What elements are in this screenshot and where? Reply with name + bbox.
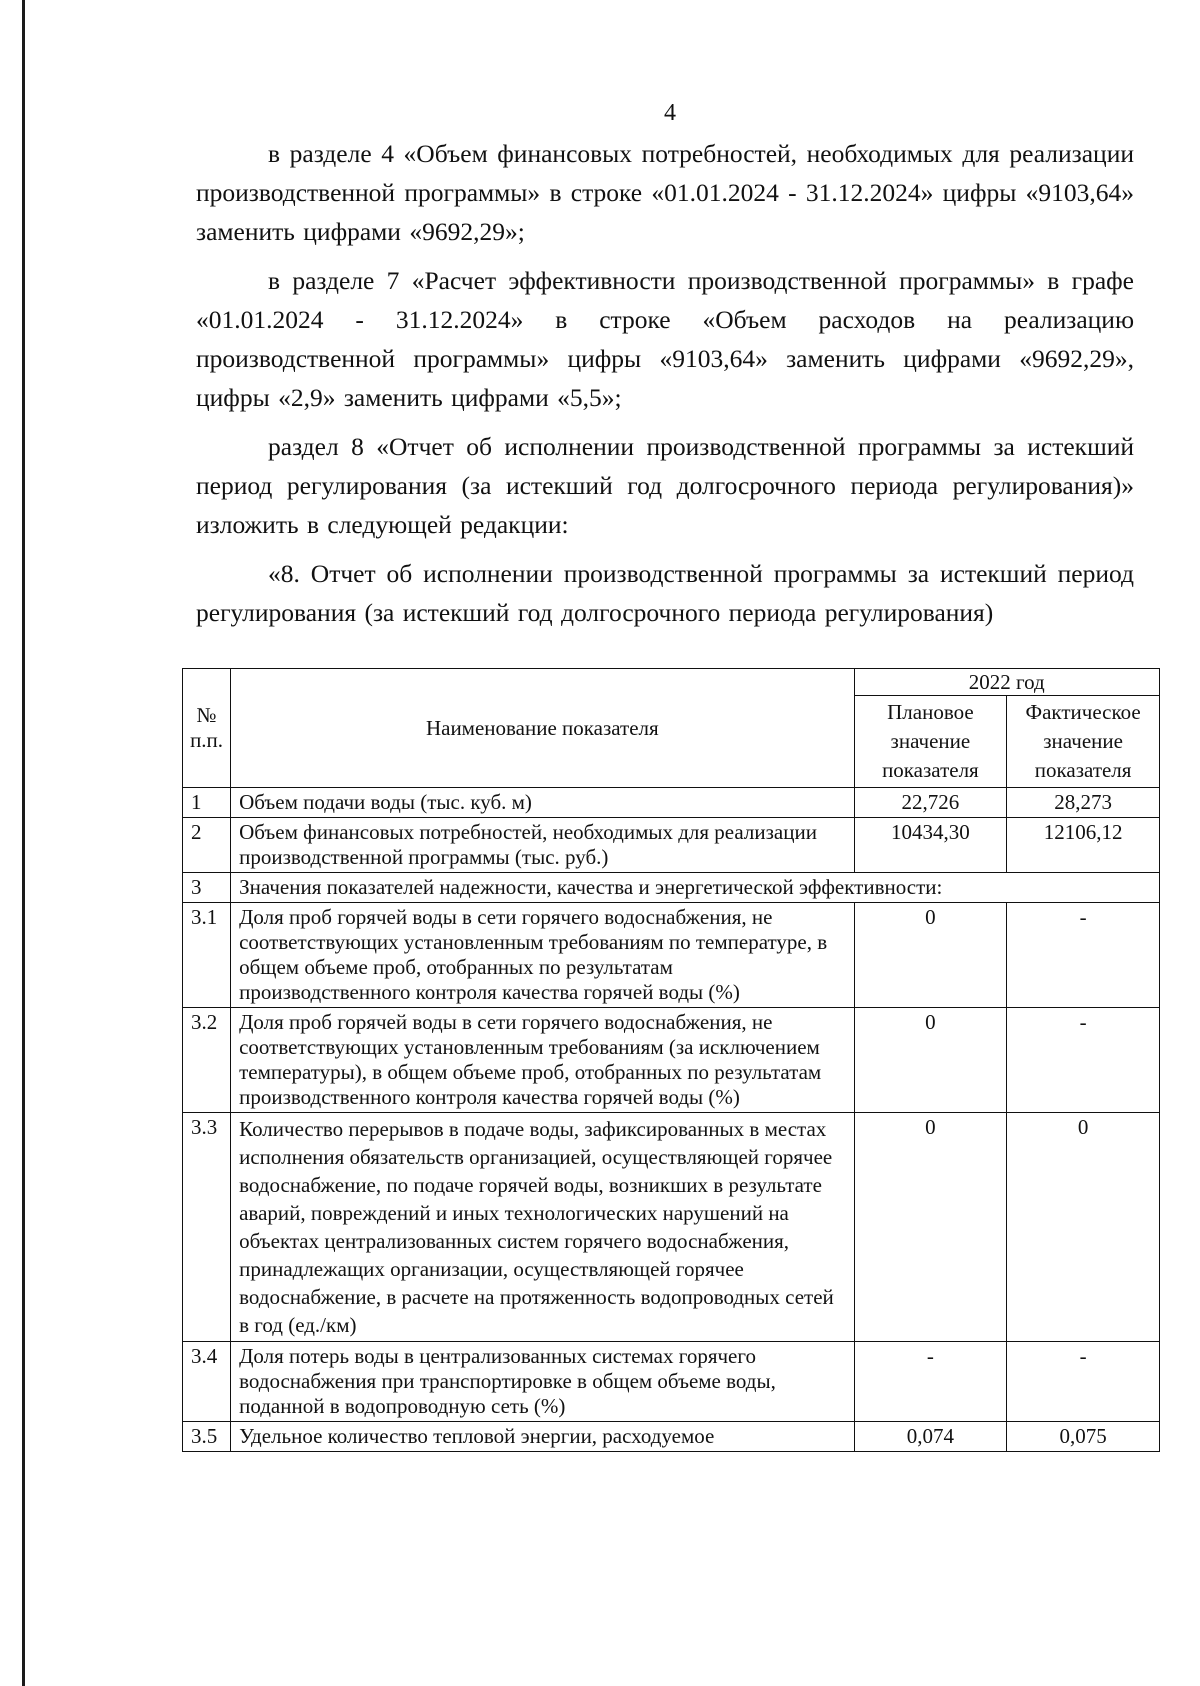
row-num: 3.3: [183, 1113, 231, 1342]
header-num: № п.п.: [183, 669, 231, 788]
paragraph-section-8-title: «8. Отчет об исполнении производственной программы за истекший период регулирования (за истекший год долгосрочного периода регулирования): [196, 559, 1134, 627]
table-row: [183, 788, 1160, 818]
row-plan-value: 0,074: [854, 1422, 1007, 1452]
row-fact-value: 28,273: [1007, 788, 1160, 818]
paragraph-section-4: в разделе 4 «Объем финансовых потребностей, необходимых для реализации производственной программы» в строке «01.01.2024 - 31.12.2024» цифры «9103,64» заменить цифрами «9692,29»;: [196, 139, 1134, 246]
row-num: 3: [183, 873, 231, 903]
header-plan: Плановое значение показателя: [854, 696, 1007, 788]
row-num: 3.2: [183, 1008, 231, 1113]
row-fact-value: 0,075: [1007, 1422, 1160, 1452]
page-number: 4: [664, 100, 676, 126]
table-row: [183, 1422, 1160, 1452]
row-plan-value: -: [854, 1342, 1007, 1422]
row-num: 3.1: [183, 903, 231, 1008]
document-body: [196, 134, 1134, 632]
row-name: Доля проб горячей воды в сети горячего водоснабжения, не соответствующих установленным требованиям по температуре, в общем объеме проб, отобранных по результатам производственного контроля качества горячей воды (%): [231, 903, 854, 1008]
row-fact-value: -: [1007, 1008, 1160, 1113]
table-header-row: [183, 669, 1160, 696]
table-row: [183, 1113, 1160, 1342]
row-fact-value: 0: [1007, 1113, 1160, 1342]
row-num: 2: [183, 818, 231, 873]
table-row: [183, 1342, 1160, 1422]
table-row: [183, 1008, 1160, 1113]
header-fact: Фактическое значение показателя: [1007, 696, 1160, 788]
row-name: Доля проб горячей воды в сети горячего водоснабжения, не соответствующих установленным требованиям (за исключением температуры), в общем объеме проб, отобранных по результатам производственного контроля качества горячей воды (%): [231, 1008, 854, 1113]
row-fact-value: -: [1007, 903, 1160, 1008]
row-num: 3.4: [183, 1342, 231, 1422]
table-row: [183, 873, 1160, 903]
page-edge-line: [22, 0, 25, 1686]
row-num: 3.5: [183, 1422, 231, 1452]
row-plan-value: 0: [854, 1113, 1007, 1342]
report-table: [182, 668, 1160, 1452]
row-plan-value: 10434,30: [854, 818, 1007, 873]
row-plan-value: 22,726: [854, 788, 1007, 818]
header-name: Наименование показателя: [231, 669, 854, 788]
row-name: Объем подачи воды (тыс. куб. м): [231, 788, 854, 818]
row-name: Удельное количество тепловой энергии, расходуемое: [231, 1422, 854, 1452]
header-year: 2022 год: [854, 669, 1159, 696]
row-plan-value: 0: [854, 903, 1007, 1008]
row-fact-value: -: [1007, 1342, 1160, 1422]
row-fact-value: 12106,12: [1007, 818, 1160, 873]
table-row: [183, 903, 1160, 1008]
paragraph-section-8: раздел 8 «Отчет об исполнении производственной программы за истекший период регулирования (за истекший год долгосрочного периода регулирования)» изложить в следующей редакции:: [196, 432, 1134, 539]
row-name: Объем финансовых потребностей, необходимых для реализации производственной программы (тыс. руб.): [231, 818, 854, 873]
row-num: 1: [183, 788, 231, 818]
table-row: [183, 818, 1160, 873]
row-name: Значения показателей надежности, качества и энергетической эффективности:: [231, 873, 1160, 903]
row-name: Доля потерь воды в централизованных системах горячего водоснабжения при транспортировке в общем объеме воды, поданной в водопроводную сеть (%): [231, 1342, 854, 1422]
row-plan-value: 0: [854, 1008, 1007, 1113]
row-name: Количество перерывов в подаче воды, зафиксированных в местах исполнения обязательств организацией, осуществляющей горячее водоснабжение, по подаче горячей воды, возникших в результате аварий, повреждений и иных технологических нарушений на объектах централизованных систем горячего водоснабжения, принадлежащих организации, осуществляющей горячее водоснабжение, в расчете на протяженность водопроводных сетей в год (ед./км): [231, 1113, 854, 1342]
paragraph-section-7: в разделе 7 «Расчет эффективности производственной программы» в графе «01.01.2024 - 31.12.2024» в строке «Объем расходов на реализацию производственной программы» цифры «9103,64» заменить цифрами «9692,29», цифры «2,9» заменить цифрами «5,5»;: [196, 266, 1134, 412]
